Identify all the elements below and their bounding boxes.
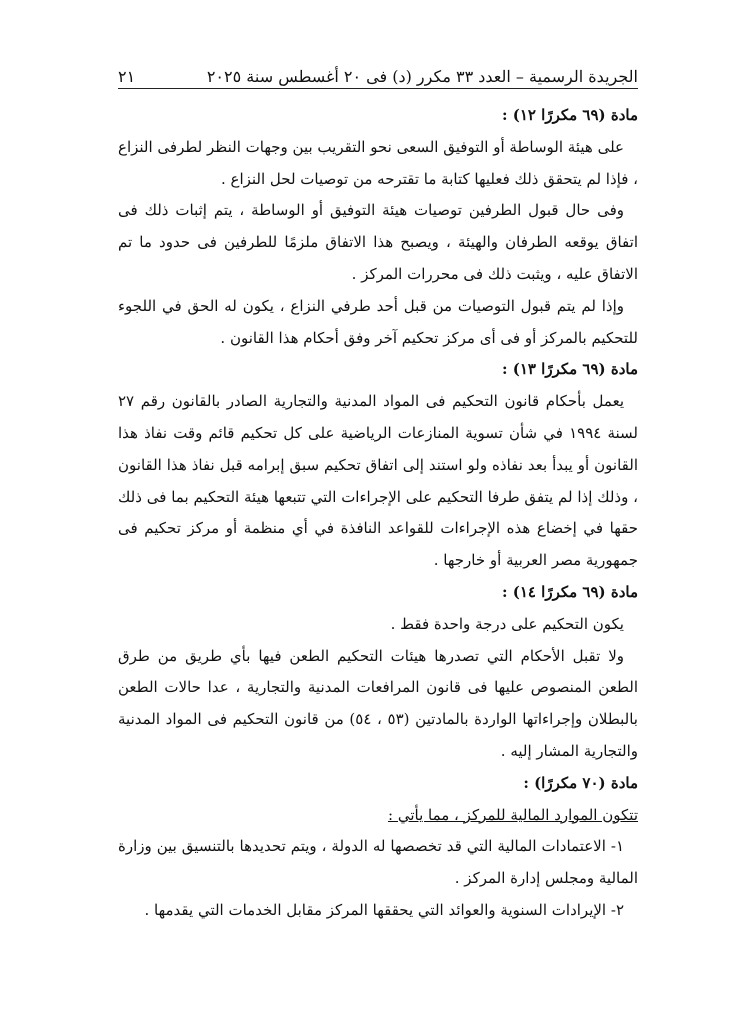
- underlined-intro-text: تتكون الموارد المالية للمركز ، مما يأتي :: [388, 805, 638, 824]
- page-number: ٢١: [118, 67, 136, 86]
- paragraph: وفى حال قبول الطرفين توصيات هيئة التوفيق أو الوساطة ، يتم إثبات ذلك فى اتفاق يوقعه الطرفان والهيئة ، ويصبح هذا الاتفاق ملزمًا للطرفين فى حدود ما تم الاتفاق عليه ، ويثبت ذلك فى محررات المركز .: [118, 201, 638, 283]
- paragraph: يعمل بأحكام قانون التحكيم فى المواد المدنية والتجارية الصادر بالقانون رقم ٢٧ لسنة ١٩٩٤ في شأن تسوية المنازعات الرياضية على كل تحكيم قائم وقت نفاذ هذا القانون أو يبدأ بعد نفاذه ولو استند إلى اتفاق تحكيم سبق إبرامه قبل نفاذ هذا القانون ، وذلك إذا لم يتفق طرفا التحكيم على الإجراءات التي تتبعها هيئة التحكيم بما فى ذلك حقها في إخضاع هذه الإجراءات للقواعد النافذة في أي منظمة أو مركز تحكيم فى جمهورية مصر العربية أو خارجها .: [118, 392, 638, 570]
- article-heading: مادة (٦٩ مكررًا ١٢) :: [501, 106, 638, 124]
- article-heading: مادة (٧٠ مكررًا) :: [523, 773, 638, 792]
- paragraph: على هيئة الوساطة أو التوفيق السعى نحو التقريب بين وجهات النظر لطرفى النزاع ، فإذا لم يتحقق ذلك فعليها كتابة ما تقترحه من توصيات لحل النزاع .: [118, 137, 638, 188]
- list-item: ٢- الإيرادات السنوية والعوائد التي يحققها المركز مقابل الخدمات التي يقدمها .: [144, 900, 624, 919]
- paragraph: يكون التحكيم على درجة واحدة فقط .: [390, 614, 624, 633]
- list-item: ١- الاعتمادات المالية التي قد تخصصها له الدولة ، ويتم تحديدها بالتنسيق بين وزارة المالية ومجلس إدارة المركز .: [118, 837, 638, 888]
- page-body: [118, 100, 638, 927]
- page-header: [118, 56, 638, 89]
- article-heading: مادة (٦٩ مكررًا ١٤) :: [501, 582, 638, 601]
- underlined-intro: [118, 800, 638, 832]
- article-heading: مادة (٦٩ مكررًا ١٣) :: [501, 360, 638, 379]
- header-title: الجريدة الرسمية – العدد ٣٣ مكرر (د) فى ٢٠ أغسطس سنة ٢٠٢٥: [206, 67, 638, 86]
- paragraph: ولا تقبل الأحكام التي تصدرها هيئات التحكيم الطعن فيها بأي طريق من طرق الطعن المنصوص عليها فى قانون المرافعات المدنية والتجارية ، عدا حالات الطعن بالبطلان وإجراءاتها الواردة بالمادتين (٥٣ ، ٥٤) من قانون التحكيم فى المواد المدنية والتجارية المشار إليه .: [118, 646, 638, 760]
- paragraph: وإذا لم يتم قبول التوصيات من قبل أحد طرفي النزاع ، يكون له الحق في اللجوء للتحكيم بالمركز أو فى أى مركز تحكيم آخر وفق أحكام هذا القانون .: [118, 296, 638, 347]
